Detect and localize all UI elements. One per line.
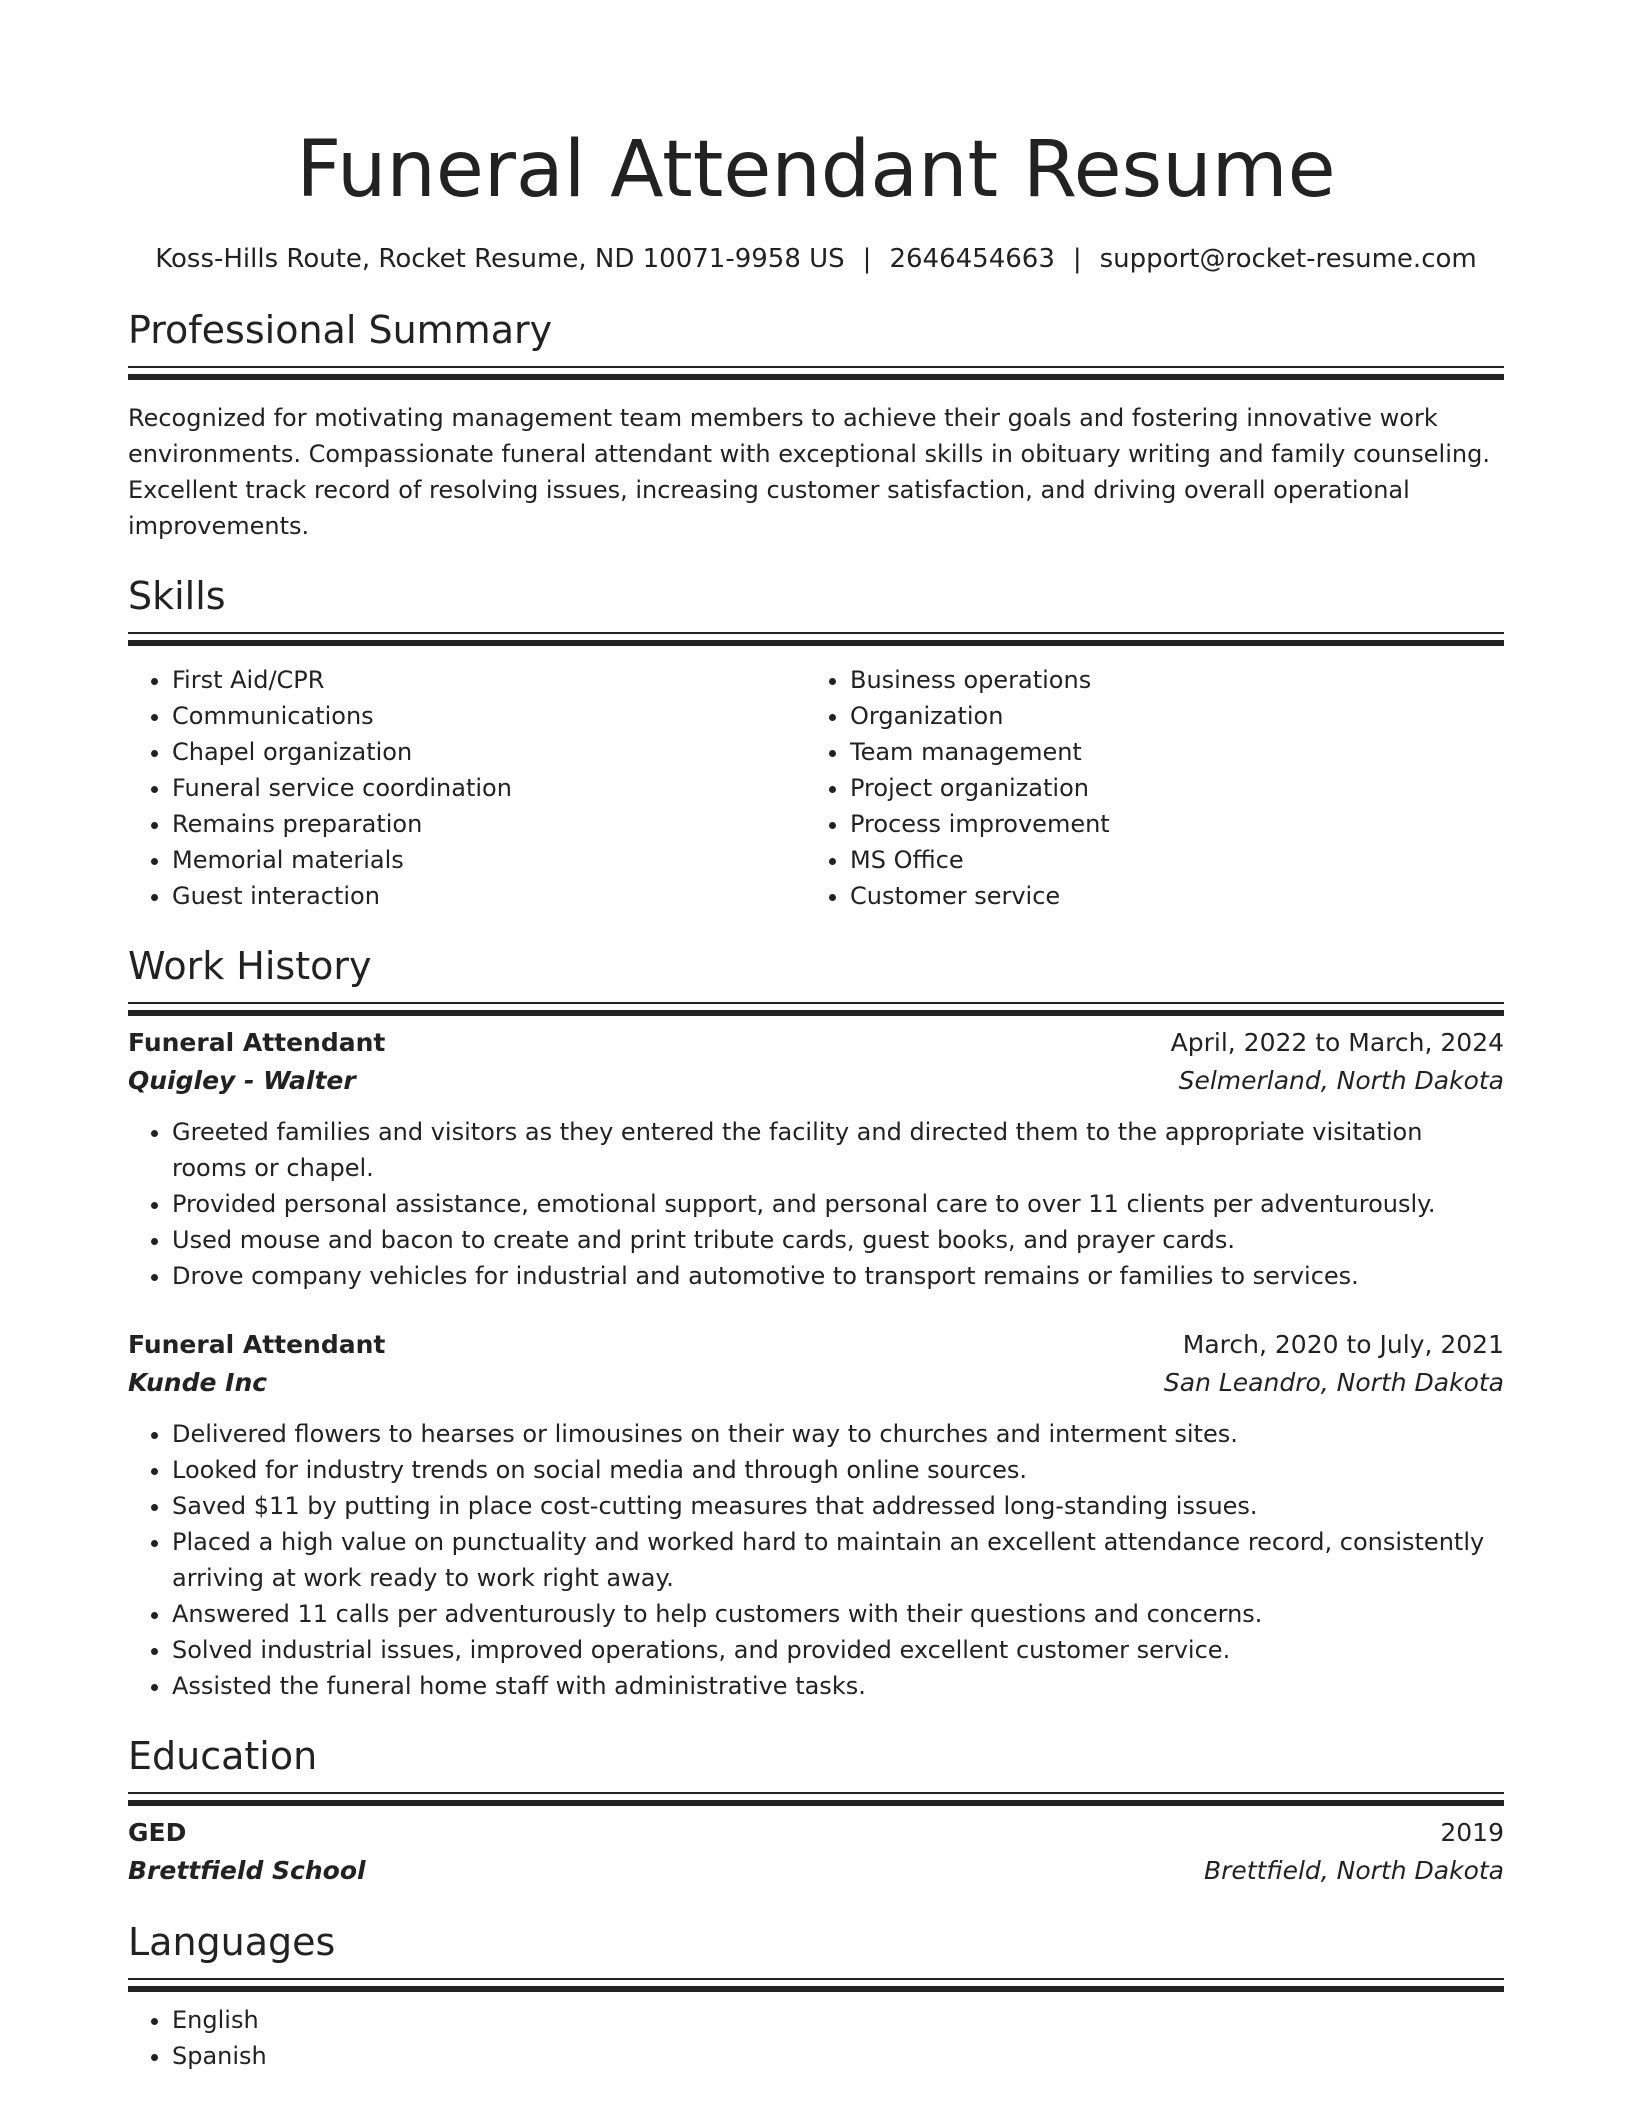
section-heading-education: Education: [128, 1734, 318, 1778]
job-bullet: • Saved $11 by putting in place cost-cutting measures that addressed long-standing issues.: [172, 1488, 1504, 1524]
job-title: Funeral Attendant: [128, 1330, 386, 1359]
contact-phone: 2646454663: [889, 244, 1055, 274]
language-item: • Spanish: [172, 2038, 1504, 2074]
education-header-row: [128, 1814, 1504, 1852]
job-bullet: • Placed a high value on punctuality and worked hard to maintain an excellent attendance record, consistently arriving at work ready to work right away.: [172, 1524, 1504, 1596]
section-divider: [128, 1002, 1504, 1004]
job-company-row: [128, 1062, 1504, 1100]
resume-page: [128, 0, 1504, 2074]
job-bullet: • Delivered flowers to hearses or limousines on their way to churches and interment sites.: [172, 1416, 1504, 1452]
skill-item: • MS Office: [850, 842, 1484, 878]
contact-separator: |: [862, 244, 872, 274]
skill-item: • Communications: [172, 698, 806, 734]
job-header-row: [128, 1326, 1504, 1364]
skill-item: • Customer service: [850, 878, 1484, 914]
summary-text: Recognized for motivating management team members to achieve their goals and fostering innovative work environments. Compassionate funeral attendant with exceptional skills in obituary writing and family counseling. Excellent track record of resolving issues, increasing customer satisfaction, and driving overall operational improvements.: [128, 404, 1490, 540]
job-title: Funeral Attendant: [128, 1028, 386, 1057]
skill-item: • Guest interaction: [172, 878, 806, 914]
skill-item: • Remains preparation: [172, 806, 806, 842]
work-section: [128, 942, 1504, 1704]
job-dates: April, 2022 to March, 2024: [1170, 1028, 1504, 1057]
section-divider: [128, 1978, 1504, 1980]
job-bullet: • Used mouse and bacon to create and print tribute cards, guest books, and prayer cards.: [172, 1222, 1504, 1258]
education-year: 2019: [1440, 1818, 1504, 1847]
section-divider: [128, 1792, 1504, 1794]
contact-address: Koss-Hills Route, Rocket Resume, ND 10071-9958 US: [155, 244, 845, 274]
skills-section: [128, 572, 1504, 914]
skill-item: • Chapel organization: [172, 734, 806, 770]
job-bullet: • Drove company vehicles for industrial and automotive to transport remains or families to services.: [172, 1258, 1504, 1294]
job-bullet: • Assisted the funeral home staff with administrative tasks.: [172, 1668, 1504, 1704]
job-entry: [128, 1024, 1504, 1294]
contact-line: [128, 242, 1504, 276]
contact-email: support@rocket-resume.com: [1099, 244, 1477, 274]
resume-title: Funeral Attendant Resume: [296, 125, 1336, 215]
skill-item: • Business operations: [850, 662, 1484, 698]
skill-item: • Memorial materials: [172, 842, 806, 878]
skill-item: • Process improvement: [850, 806, 1484, 842]
section-heading-summary: Professional Summary: [128, 308, 553, 352]
section-divider: [128, 632, 1504, 634]
skills-list-left: [128, 662, 806, 914]
section-heading-languages: Languages: [128, 1920, 336, 1964]
education-section: [128, 1732, 1504, 1890]
education-location: Brettfield, North Dakota: [1204, 1856, 1504, 1885]
education-school-row: [128, 1852, 1504, 1890]
job-bullets: [128, 1114, 1504, 1294]
job-bullets: [128, 1416, 1504, 1704]
education-entry: [128, 1814, 1504, 1890]
job-company: Kunde Inc: [128, 1368, 268, 1397]
job-header-row: [128, 1024, 1504, 1062]
skill-item: • Project organization: [850, 770, 1484, 806]
skill-item: • Funeral service coordination: [172, 770, 806, 806]
job-bullet: • Answered 11 calls per adventurously to help customers with their questions and concerns.: [172, 1596, 1504, 1632]
job-bullet: • Greeted families and visitors as they entered the facility and directed them to the appropriate visitation rooms or chapel.: [172, 1114, 1504, 1186]
job-company-row: [128, 1364, 1504, 1402]
skills-list-right: [806, 662, 1484, 914]
job-entry: [128, 1326, 1504, 1704]
contact-separator: |: [1072, 244, 1082, 274]
job-bullet: • Solved industrial issues, improved operations, and provided excellent customer service.: [172, 1632, 1504, 1668]
education-degree: GED: [128, 1818, 187, 1847]
section-heading-work: Work History: [128, 944, 372, 988]
job-dates: March, 2020 to July, 2021: [1182, 1330, 1504, 1359]
job-bullet: • Provided personal assistance, emotional support, and personal care to over 11 clients per adventurously.: [172, 1186, 1504, 1222]
job-company: Quigley - Walter: [128, 1066, 356, 1095]
skills-columns: [128, 662, 1504, 914]
job-bullet: • Looked for industry trends on social media and through online sources.: [172, 1452, 1504, 1488]
section-divider: [128, 366, 1504, 368]
education-school: Brettfield School: [128, 1856, 366, 1885]
languages-section: [128, 1918, 1504, 2074]
section-heading-skills: Skills: [128, 574, 226, 618]
job-location: Selmerland, North Dakota: [1178, 1066, 1504, 1095]
summary-section: [128, 306, 1504, 544]
skill-item: • First Aid/CPR: [172, 662, 806, 698]
languages-list: [128, 2002, 1504, 2074]
skill-item: • Organization: [850, 698, 1484, 734]
skill-item: • Team management: [850, 734, 1484, 770]
language-item: • English: [172, 2002, 1504, 2038]
job-location: San Leandro, North Dakota: [1163, 1368, 1504, 1397]
